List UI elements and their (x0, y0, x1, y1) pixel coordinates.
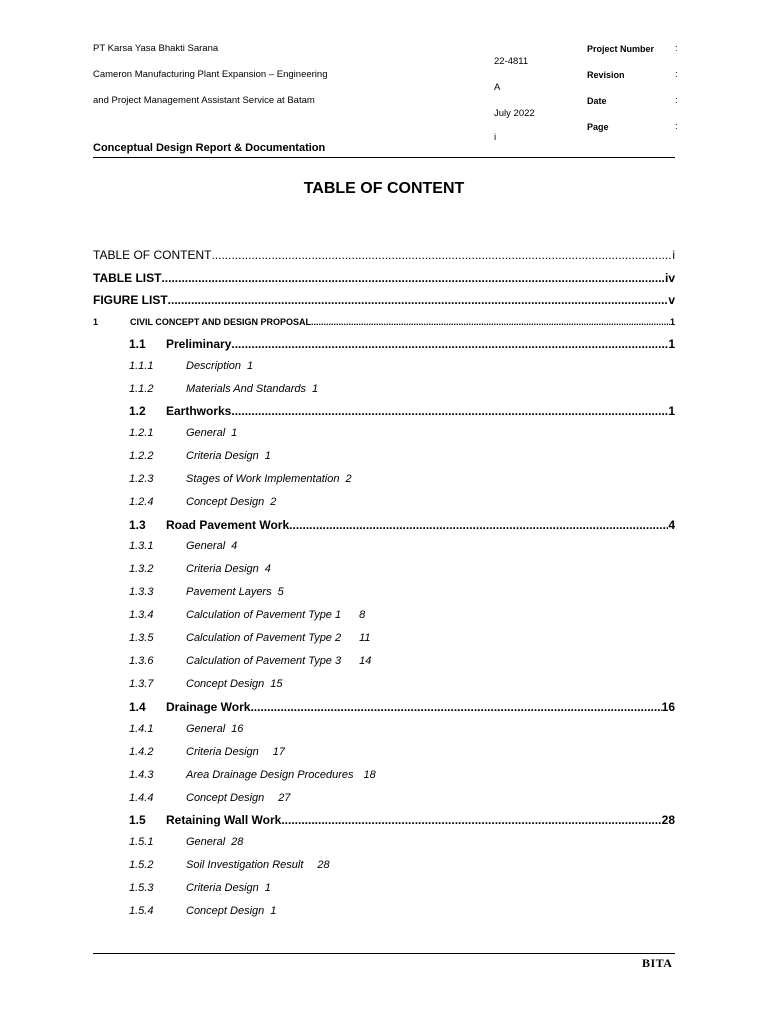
company-name: PT Karsa Yasa Bhakti Sarana (93, 43, 219, 54)
project-title-line-1: Cameron Manufacturing Plant Expansion – Engineering (93, 69, 328, 80)
toc-section[interactable] (129, 337, 675, 351)
toc-chapter[interactable] (93, 317, 675, 327)
toc-subsection[interactable] (129, 678, 283, 690)
subsection-number: 1.5.4 (129, 905, 154, 917)
subsection-number: 1.2.4 (129, 496, 154, 508)
leader-dots (231, 404, 668, 418)
subsection-number: 1.3.3 (129, 586, 154, 598)
subsection-page: 14 (359, 655, 372, 667)
subsection-page: 11 (359, 632, 371, 644)
subsection-number: 1.3.4 (129, 609, 154, 621)
subsection-label: General (186, 723, 226, 735)
section-number: 1.2 (129, 404, 146, 418)
section-number: 1.4 (129, 700, 146, 714)
subsection-page: 4 (231, 540, 238, 552)
toc-entry-page: iv (664, 271, 675, 285)
subsection-number: 1.3.6 (129, 655, 154, 667)
toc-entry-page: i (672, 248, 675, 262)
section-label: Retaining Wall Work (166, 813, 282, 827)
leader-dots (161, 271, 665, 285)
subsection-label: Criteria Design (186, 746, 259, 758)
toc-subsection[interactable] (129, 540, 237, 552)
leader-dots (168, 293, 669, 307)
subsection-number: 1.4.1 (129, 723, 154, 735)
subsection-number: 1.5.3 (129, 882, 154, 894)
page-value: i (494, 132, 497, 143)
toc-subsection[interactable] (129, 792, 291, 804)
section-page: 1 (668, 337, 675, 351)
subsection-number: 1.5.2 (129, 859, 154, 871)
toc-subsection[interactable] (129, 836, 243, 848)
toc-section[interactable] (129, 700, 675, 714)
subsection-label: Soil Investigation Result (186, 859, 304, 871)
subsection-page: 1 (270, 905, 277, 917)
subsection-page: 15 (270, 678, 283, 690)
subsection-page: 1 (231, 427, 238, 439)
subsection-page: 1 (264, 882, 271, 894)
subsection-page: 17 (272, 746, 285, 758)
section-page: 28 (661, 813, 675, 827)
section-number: 1.5 (129, 813, 146, 827)
section-number: 1.1 (129, 337, 146, 351)
project-number-colon: : (675, 43, 678, 54)
section-label: Road Pavement Work (166, 518, 290, 532)
toc-subsection[interactable] (129, 632, 371, 644)
toc-entry-label: TABLE OF CONTENT (93, 248, 212, 262)
section-page: 16 (661, 700, 675, 714)
toc-subsection[interactable] (129, 360, 253, 372)
section-label: Preliminary (166, 337, 232, 351)
subsection-label: Calculation of Pavement Type 2 (186, 632, 342, 644)
subsection-number: 1.2.2 (129, 450, 154, 462)
chapter-label: CIVIL CONCEPT AND DESIGN PROPOSAL (130, 317, 312, 327)
toc-entry-label: FIGURE LIST (93, 293, 168, 307)
toc-subsection[interactable] (129, 450, 271, 462)
header-divider (93, 157, 675, 158)
date-value: July 2022 (494, 108, 535, 119)
toc-entry-label: TABLE LIST (93, 271, 162, 285)
subsection-label: Description (186, 360, 242, 372)
toc-subsection[interactable] (129, 882, 271, 894)
date-label: Date (587, 96, 607, 106)
subsection-number: 1.3.5 (129, 632, 154, 644)
project-number-value: 22-4811 (494, 56, 529, 67)
page-colon: : (675, 121, 678, 132)
toc-entry-page: v (668, 293, 675, 307)
toc-entry[interactable] (93, 271, 675, 285)
toc-heading: TABLE OF CONTENT (303, 180, 465, 197)
toc-subsection[interactable] (129, 769, 376, 781)
subsection-label: General (186, 427, 226, 439)
subsection-label: Pavement Layers (186, 586, 272, 598)
subsection-label: Criteria Design (186, 563, 259, 575)
leader-dots (231, 337, 668, 351)
subsection-label: Materials And Standards (186, 383, 307, 395)
toc-entry[interactable] (93, 248, 675, 262)
toc-subsection[interactable] (129, 746, 285, 758)
section-label: Drainage Work (166, 700, 251, 714)
toc-subsection[interactable] (129, 473, 352, 485)
toc-subsection[interactable] (129, 383, 318, 395)
subsection-number: 1.1.1 (129, 360, 154, 372)
subsection-page: 4 (264, 563, 271, 575)
subsection-number: 1.4.3 (129, 769, 154, 781)
revision-label: Revision (587, 70, 625, 80)
toc-section[interactable] (129, 518, 675, 532)
project-title-line-2: and Project Management Assistant Service at Batam (93, 95, 315, 106)
section-label: Earthworks (166, 404, 232, 418)
toc-subsection[interactable] (129, 905, 276, 917)
date-colon: : (675, 95, 678, 106)
subsection-number: 1.5.1 (129, 836, 154, 848)
revision-value: A (494, 82, 501, 93)
subsection-label: Concept Design (186, 792, 265, 804)
subsection-number: 1.3.1 (129, 540, 154, 552)
subsection-number: 1.2.1 (129, 427, 154, 439)
subsection-page: 2 (270, 496, 277, 508)
section-page: 4 (668, 518, 675, 532)
leader-dots (211, 248, 672, 262)
subsection-page: 28 (317, 859, 330, 871)
subsection-page: 1 (312, 383, 319, 395)
subsection-page: 8 (359, 609, 366, 621)
subsection-number: 1.3.2 (129, 563, 154, 575)
subsection-page: 2 (345, 473, 352, 485)
subsection-page: 1 (264, 450, 271, 462)
footer-brand: BITA (642, 956, 673, 970)
subsection-label: Calculation of Pavement Type 3 (186, 655, 342, 667)
section-number: 1.3 (129, 518, 146, 532)
subsection-label: Concept Design (186, 496, 265, 508)
footer-divider (93, 953, 675, 954)
page-label: Page (587, 122, 609, 132)
leader-dots (289, 518, 668, 532)
toc-subsection[interactable] (129, 586, 284, 598)
toc-subsection[interactable] (129, 609, 365, 621)
leader-dots (311, 317, 670, 327)
subsection-page: 27 (278, 792, 291, 804)
toc-subsection[interactable] (129, 723, 243, 735)
subsection-label: Criteria Design (186, 882, 259, 894)
subsection-number: 1.2.3 (129, 473, 154, 485)
leader-dots (250, 700, 661, 714)
subsection-page: 18 (363, 769, 376, 781)
toc-subsection[interactable] (129, 859, 330, 871)
subsection-label: Stages of Work Implementation (186, 473, 340, 485)
subsection-page: 1 (247, 360, 254, 372)
subsection-page: 28 (231, 836, 244, 848)
chapter-page: 1 (669, 317, 675, 327)
revision-colon: : (675, 69, 678, 80)
toc-subsection[interactable] (129, 427, 237, 439)
subsection-number: 1.4.2 (129, 746, 154, 758)
subsection-label: Calculation of Pavement Type 1 (186, 609, 342, 621)
toc-entry[interactable] (93, 293, 675, 307)
subsection-label: Area Drainage Design Procedures (186, 769, 354, 781)
subsection-page: 5 (277, 586, 284, 598)
subsection-number: 1.1.2 (129, 383, 154, 395)
toc-section[interactable] (129, 404, 675, 418)
toc-subsection[interactable] (129, 655, 371, 667)
subsection-number: 1.3.7 (129, 678, 154, 690)
toc-section[interactable] (129, 813, 675, 827)
subsection-number: 1.4.4 (129, 792, 154, 804)
subsection-label: General (186, 836, 226, 848)
subsection-label: Criteria Design (186, 450, 259, 462)
section-page: 1 (668, 404, 675, 418)
subsection-label: Concept Design (186, 905, 265, 917)
subsection-label: Concept Design (186, 678, 265, 690)
subsection-page: 16 (231, 723, 244, 735)
report-title: Conceptual Design Report & Documentation (93, 142, 326, 154)
project-number-label: Project Number (587, 44, 655, 54)
subsection-label: General (186, 540, 226, 552)
toc-subsection[interactable] (129, 563, 271, 575)
leader-dots (281, 813, 661, 827)
toc-subsection[interactable] (129, 496, 276, 508)
chapter-number: 1 (93, 317, 99, 327)
